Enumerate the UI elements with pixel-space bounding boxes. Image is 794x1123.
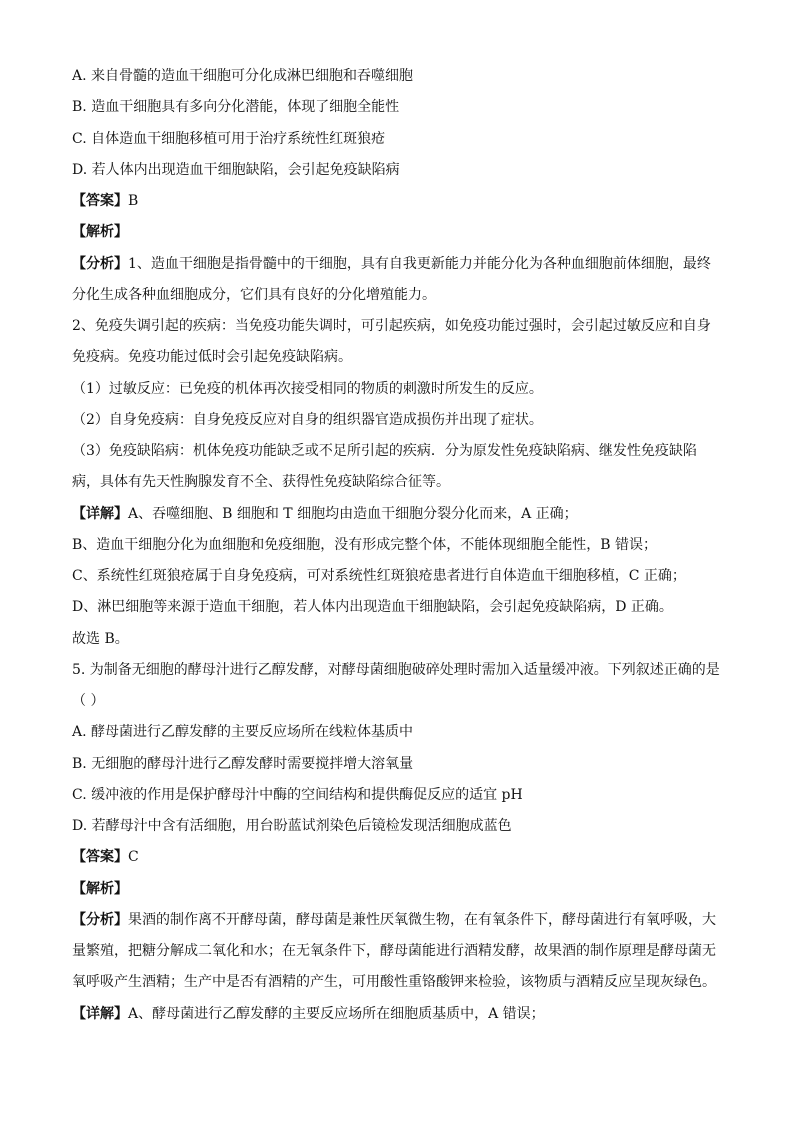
q5-analysis-tag: 【分析】 (72, 912, 128, 928)
q5-detail-text-1: A、酵母菌进行乙醇发酵的主要反应场所在细胞质基质中，A 错误； (128, 1006, 545, 1022)
q4-detail-line-1 (72, 504, 732, 524)
q4-analysis-line-7: （3）免疫缺陷病：机体免疫功能缺乏或不足所引起的疾病．分为原发性免疫缺陷病、继发性免疫缺陷 (72, 443, 697, 459)
q4-detail-tag: 【详解】 (72, 506, 128, 522)
q4-analysis-line-4: 免疫病。免疫功能过低时会引起免疫缺陷病。 (72, 349, 352, 365)
q4-analysis-line-8: 病，具体有先天性胸腺发育不全、获得性免疫缺陷综合征等。 (72, 474, 450, 490)
q4-analysis-line-1 (72, 254, 732, 274)
q4-option-c: C. 自体造血干细胞移植可用于治疗系统性红斑狼疮 (72, 131, 386, 147)
q4-analysis-text-1: 1、造血干细胞是指骨髓中的干细胞，具有自我更新能力并能分化为各种血细胞前体细胞，最终 (128, 256, 711, 272)
q4-detail-line-2: B、造血干细胞分化为血细胞和免疫细胞，没有形成完整个体，不能体现细胞全能性，B 错误； (72, 537, 658, 553)
q5-stem-line-2: （ ） (72, 693, 105, 709)
q4-option-d: D. 若人体内出现造血干细胞缺陷，会引起免疫缺陷病 (72, 162, 400, 178)
q5-analysis-line-3: 氧呼吸产生酒精；生产中是否有酒精的产生，可用酸性重铬酸钾来检验，该物质与酒精反应呈现灰绿色。 (72, 974, 716, 990)
q5-option-d: D. 若酵母汁中含有活细胞，用台盼蓝试剂染色后镜检发现活细胞成蓝色 (72, 818, 512, 834)
q4-detail-line-4: D、淋巴细胞等来源于造血干细胞，若人体内出现造血干细胞缺陷，会引起免疫缺陷病，D 正确。 (72, 599, 673, 615)
q4-analysis-line-5: （1）过敏反应：已免疫的机体再次接受相同的物质的刺激时所发生的反应。 (72, 381, 543, 397)
q4-detail-line-3: C、系统性红斑狼疮属于自身免疫病，可对系统性红斑狼疮患者进行自体造血干细胞移植，C 正确； (72, 568, 686, 584)
q4-answer-tag: 【答案】 (72, 193, 128, 209)
q4-answer: B (128, 193, 139, 209)
q4-detail-line-5: 故选 B。 (72, 631, 129, 647)
q4-analysis-tag: 【分析】 (72, 256, 128, 272)
q5-option-c: C. 缓冲液的作用是保护酵母汁中酶的空间结构和提供酶促反应的适宜 pH (72, 787, 523, 803)
q5-answer-line (72, 847, 732, 867)
q5-option-b: B. 无细胞的酵母汁进行乙醇发酵时需要搅拌增大溶氧量 (72, 756, 414, 772)
q4-detail-text-1: A、吞噬细胞、B 细胞和 T 细胞均由造血干细胞分裂分化而来，A 正确； (128, 506, 578, 522)
q5-analysis-title: 【解析】 (72, 881, 128, 897)
q5-option-a: A. 酵母菌进行乙醇发酵的主要反应场所在线粒体基质中 (72, 724, 414, 740)
q4-answer-line (72, 191, 732, 211)
q4-analysis-title: 【解析】 (72, 224, 128, 240)
q4-analysis-line-3: 2、免疫失调引起的疾病：当免疫功能失调时，可引起疾病，如免疫功能过强时，会引起过敏反应和自身 (72, 318, 711, 334)
q5-analysis-text-1: 果酒的制作离不开酵母菌，酵母菌是兼性厌氧微生物，在有氧条件下，酵母菌进行有氧呼吸，大 (128, 912, 716, 928)
q4-option-a: A. 来自骨髓的造血干细胞可分化成淋巴细胞和吞噬细胞 (72, 68, 414, 84)
q5-detail-tag: 【详解】 (72, 1006, 128, 1022)
q5-analysis-line-1 (72, 910, 732, 930)
q5-answer-tag: 【答案】 (72, 849, 128, 865)
q5-stem-line-1: 5. 为制备无细胞的酵母汁进行乙醇发酵，对酵母菌细胞破碎处理时需加入适量缓冲液。下列叙述正确的是 (72, 662, 720, 678)
q4-analysis-line-2: 分化生成各种血细胞成分，它们具有良好的分化增殖能力。 (72, 287, 436, 303)
q5-detail-line-1 (72, 1004, 732, 1024)
q5-analysis-line-2: 量繁殖，把糖分解成二氧化和水；在无氧条件下，酵母菌能进行酒精发酵，故果酒的制作原理是酵母菌无 (72, 943, 716, 959)
q4-analysis-line-6: （2）自身免疫病：自身免疫反应对自身的组织器官造成损伤并出现了症状。 (72, 412, 543, 428)
q4-option-b: B. 造血干细胞具有多向分化潜能，体现了细胞全能性 (72, 99, 400, 115)
q5-answer: C (128, 849, 139, 865)
